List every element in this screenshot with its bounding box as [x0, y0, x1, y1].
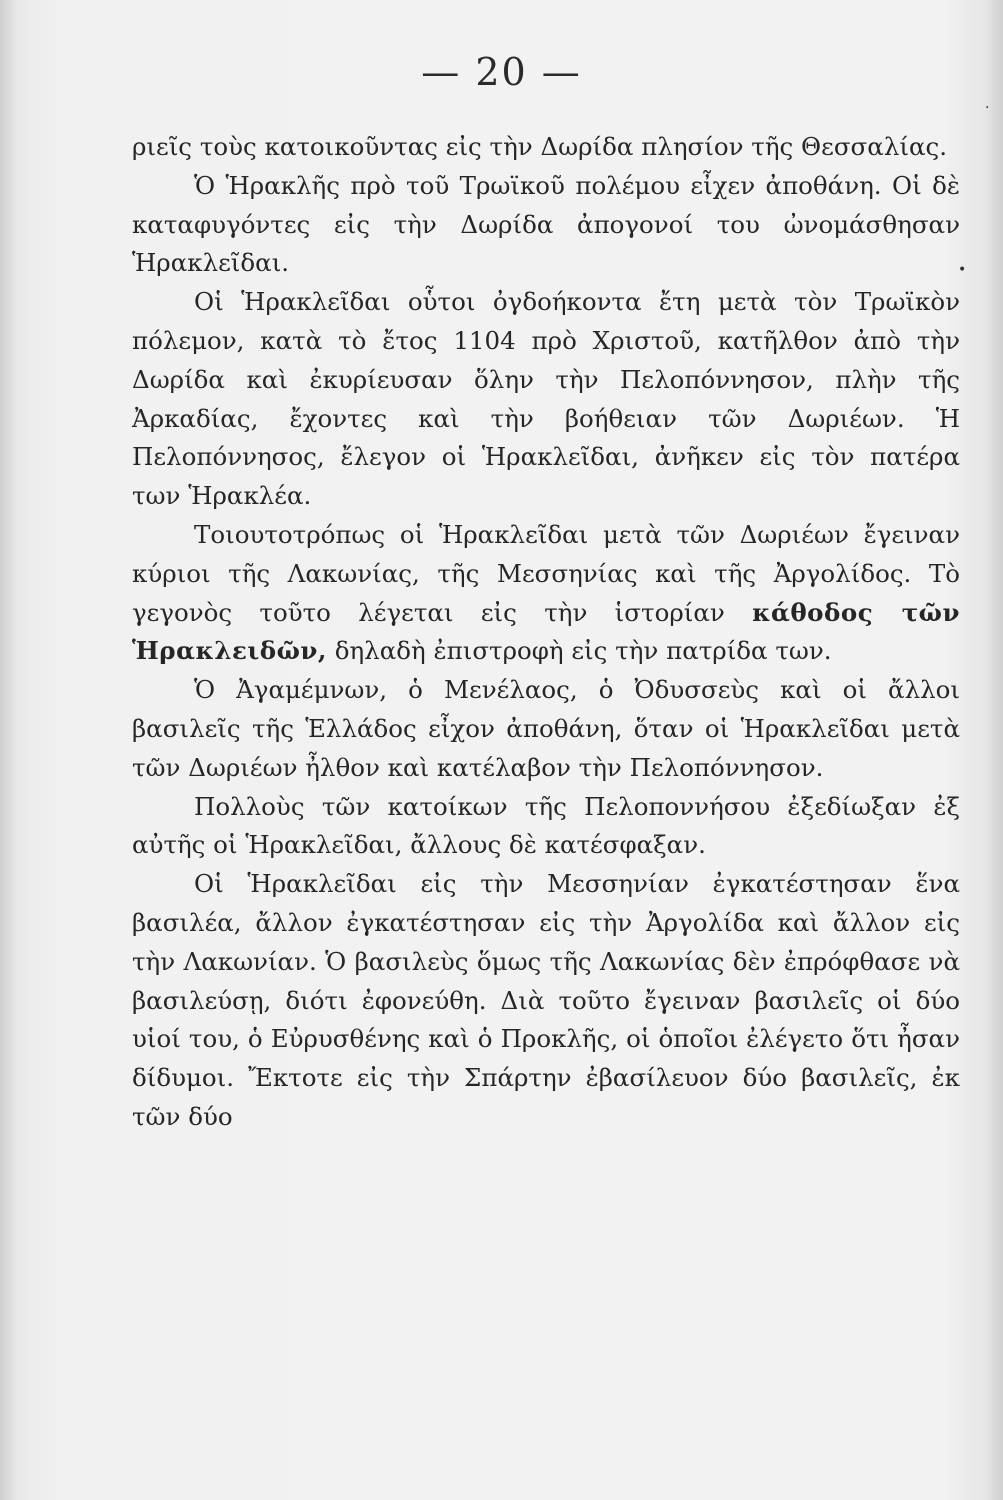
paragraph-4-text-before: Τοιουτοτρόπως οἱ Ἡρακλεῖδαι μετὰ τῶν Δωριέων ἔγειναν κύριοι τῆς Λακωνίας, τῆς Μεσσηνίας καὶ τῆς Ἀργολίδος. Τὸ γεγονὸς τοῦτο λέγεται εἰς τὴν ἱστορίαν	[132, 519, 960, 627]
paragraph-6: Πολλοὺς τῶν κατοίκων τῆς Πελοποννήσου ἐξεδίωξαν ἐξ αὐτῆς οἱ Ἡρακλεῖδαι, ἄλλους δὲ κατέσφαξαν.	[132, 791, 960, 860]
paragraph-3: Οἱ Ἡρακλεῖδαι οὗτοι ὀγδοήκοντα ἔτη μετὰ τὸν Τρωϊκὸν πόλεμον, κατὰ τὸ ἔτος 1104 πρὸ Χριστοῦ, κατῆλθον ἀπὸ τὴν Δωρίδα καὶ ἐκυρίευσαν ὅλην τὴν Πελοπόννησον, πλὴν τῆς Ἀρκαδίας, ἔχοντες καὶ τὴν βοήθειαν τῶν Δωριέων. Ἡ Πελοπόννησος, ἔλεγον οἱ Ἡρακλεῖδαι, ἀνῆκεν εἰς τὸν πατέρα των Ἡρακλέα.	[132, 287, 960, 511]
paragraph-1: ριεῖς τοὺς κατοικοῦντας εἰς τὴν Δωρίδα πλησίον τῆς Θεσσαλίας.	[132, 132, 948, 161]
paragraph-7: Οἱ Ἡρακλεῖδαι εἰς τὴν Μεσσηνίαν ἐγκατέστησαν ἕνα βασιλέα, ἄλλον ἐγκατέστησαν εἰς τὴν Ἀργολίδα καὶ ἄλλον εἰς τὴν Λακωνίαν. Ὁ βασιλεὺς ὅμως τῆς Λακωνίας δὲν ἐπρόφθασε νὰ βασιλεύσῃ, διότι ἐφονεύθη. Διὰ τοῦτο ἔγειναν βασιλεῖς οἱ δύο υἱοί του, ὁ Εὐρυσθένης καὶ ὁ Προκλῆς, οἱ ὁποῖοι ἐλέγετο ὅτι ἦσαν δίδυμοι. Ἔκτοτε εἰς τὴν Σπάρτην ἐβασίλευον δύο βασιλεῖς, ἐκ τῶν δύο	[132, 869, 960, 1131]
paragraph-4-text-after: δηλαδὴ ἐπιστροφὴ εἰς τὴν πατρίδα των.	[326, 636, 832, 666]
page-number: — 20 —	[421, 50, 582, 94]
page-body	[132, 128, 960, 1137]
paragraph-4-bold-term: κάθοδος τῶν Ἡρακλειδῶν,	[132, 597, 960, 666]
paragraph-5: Ὁ Ἀγαμέμνων, ὁ Μενέλαος, ὁ Ὀδυσσεὺς καὶ οἱ ἄλλοι βασιλεῖς τῆς Ἑλλάδος εἶχον ἀποθάνη, ὅταν οἱ Ἡρακλεῖδαι μετὰ τῶν Δωριέων ἦλθον καὶ κατέλαβον τὴν Πελοπόννησον.	[132, 675, 960, 782]
ink-speck: •	[958, 262, 967, 278]
paragraph-4	[132, 516, 960, 671]
ink-speck: ·	[985, 100, 990, 116]
paragraph-2: Ὁ Ἡρακλῆς πρὸ τοῦ Τρωϊκοῦ πολέμου εἶχεν ἀποθάνη. Οἱ δὲ καταφυγόντες εἰς τὴν Δωρίδα ἀπογονοί του ὠνομάσθησαν Ἡρακλεῖδαι.	[132, 170, 960, 278]
